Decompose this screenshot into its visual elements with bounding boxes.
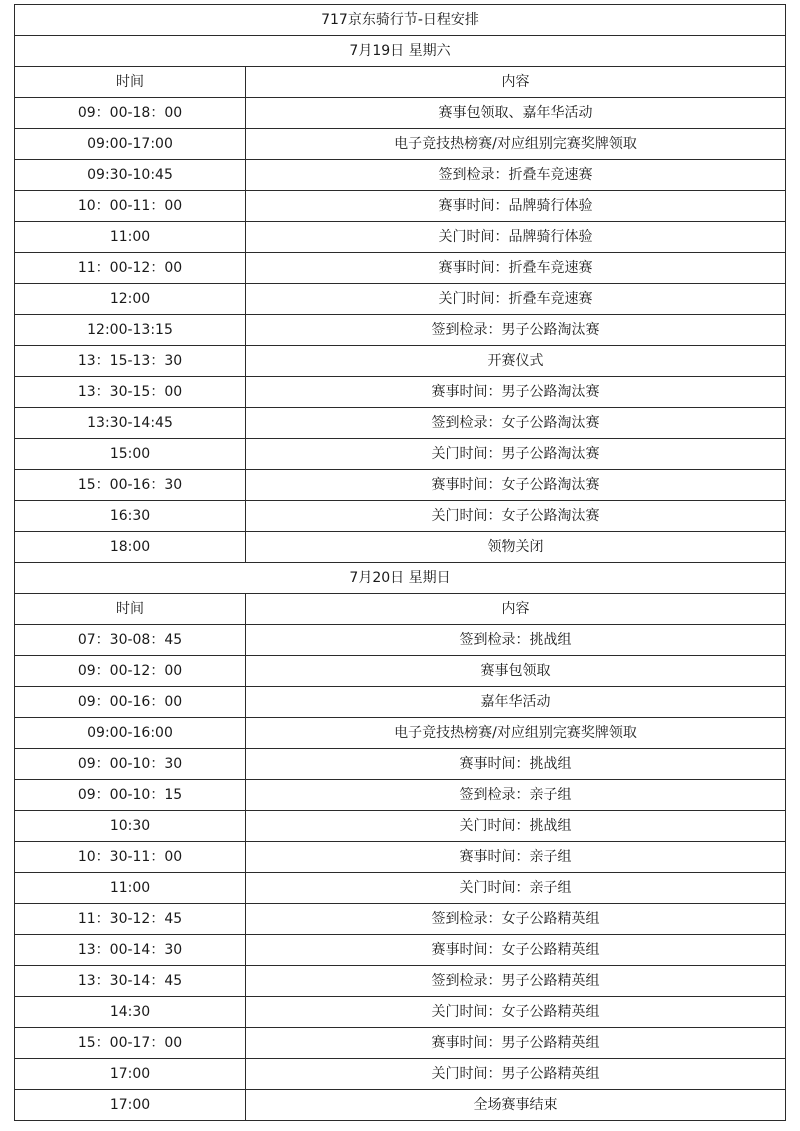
time-cell: 16:30 (15, 501, 246, 532)
day-heading-row (15, 563, 786, 594)
content-cell: 赛事时间：男子公路精英组 (246, 1028, 786, 1059)
time-cell: 17:00 (15, 1090, 246, 1121)
content-cell: 赛事时间：女子公路精英组 (246, 935, 786, 966)
table-row (15, 687, 786, 718)
day-heading: 7月19日 星期六 (15, 36, 786, 67)
column-header-time: 时间 (15, 67, 246, 98)
table-row (15, 1028, 786, 1059)
time-cell: 13：30-14：45 (15, 966, 246, 997)
time-cell: 13：00-14：30 (15, 935, 246, 966)
time-cell: 10：30-11：00 (15, 842, 246, 873)
time-cell: 13：15-13：30 (15, 346, 246, 377)
time-cell: 12:00-13:15 (15, 315, 246, 346)
time-cell: 13:30-14:45 (15, 408, 246, 439)
content-cell: 赛事时间：男子公路淘汰赛 (246, 377, 786, 408)
content-cell: 关门时间：女子公路淘汰赛 (246, 501, 786, 532)
content-cell: 关门时间：男子公路淘汰赛 (246, 439, 786, 470)
table-row (15, 191, 786, 222)
time-cell: 13：30-15：00 (15, 377, 246, 408)
time-cell: 09:00-16:00 (15, 718, 246, 749)
column-header-row (15, 594, 786, 625)
table-row (15, 470, 786, 501)
table-row (15, 253, 786, 284)
content-cell: 赛事时间：折叠车竞速赛 (246, 253, 786, 284)
table-row (15, 346, 786, 377)
content-cell: 签到检录：男子公路精英组 (246, 966, 786, 997)
content-cell: 电子竞技热榜赛/对应组别完赛奖牌领取 (246, 718, 786, 749)
table-row (15, 625, 786, 656)
table-row (15, 966, 786, 997)
content-cell: 关门时间：挑战组 (246, 811, 786, 842)
content-cell: 赛事时间：亲子组 (246, 842, 786, 873)
time-cell: 10:30 (15, 811, 246, 842)
table-row (15, 408, 786, 439)
column-header-content: 内容 (246, 67, 786, 98)
content-cell: 关门时间：亲子组 (246, 873, 786, 904)
time-cell: 10：00-11：00 (15, 191, 246, 222)
time-cell: 09：00-10：15 (15, 780, 246, 811)
table-row (15, 873, 786, 904)
time-cell: 09:00-17:00 (15, 129, 246, 160)
table-row (15, 377, 786, 408)
time-cell: 11：00-12：00 (15, 253, 246, 284)
table-row (15, 842, 786, 873)
schedule-title: 717京东骑行节-日程安排 (15, 5, 786, 36)
table-row (15, 997, 786, 1028)
table-row (15, 160, 786, 191)
content-cell: 签到检录：折叠车竞速赛 (246, 160, 786, 191)
table-row (15, 129, 786, 160)
content-cell: 关门时间：女子公路精英组 (246, 997, 786, 1028)
content-cell: 赛事时间：挑战组 (246, 749, 786, 780)
content-cell: 电子竞技热榜赛/对应组别完赛奖牌领取 (246, 129, 786, 160)
time-cell: 18:00 (15, 532, 246, 563)
content-cell: 赛事时间：品牌骑行体验 (246, 191, 786, 222)
content-cell: 赛事时间：女子公路淘汰赛 (246, 470, 786, 501)
content-cell: 嘉年华活动 (246, 687, 786, 718)
time-cell: 09：00-10：30 (15, 749, 246, 780)
time-cell: 09:30-10:45 (15, 160, 246, 191)
table-row (15, 1090, 786, 1121)
content-cell: 全场赛事结束 (246, 1090, 786, 1121)
table-row (15, 718, 786, 749)
table-row (15, 98, 786, 129)
table-row (15, 439, 786, 470)
table-row (15, 532, 786, 563)
time-cell: 11：30-12：45 (15, 904, 246, 935)
time-cell: 17:00 (15, 1059, 246, 1090)
table-row (15, 315, 786, 346)
schedule-table-body (15, 5, 786, 1121)
table-row (15, 501, 786, 532)
column-header-time: 时间 (15, 594, 246, 625)
time-cell: 09：00-16：00 (15, 687, 246, 718)
content-cell: 签到检录：女子公路精英组 (246, 904, 786, 935)
time-cell: 09：00-18：00 (15, 98, 246, 129)
content-cell: 关门时间：折叠车竞速赛 (246, 284, 786, 315)
day-heading-row (15, 36, 786, 67)
table-row (15, 656, 786, 687)
content-cell: 签到检录：男子公路淘汰赛 (246, 315, 786, 346)
time-cell: 15：00-16：30 (15, 470, 246, 501)
table-row (15, 904, 786, 935)
table-row (15, 284, 786, 315)
table-row (15, 811, 786, 842)
table-row (15, 1059, 786, 1090)
content-cell: 签到检录：挑战组 (246, 625, 786, 656)
content-cell: 赛事包领取、嘉年华活动 (246, 98, 786, 129)
time-cell: 09：00-12：00 (15, 656, 246, 687)
time-cell: 14:30 (15, 997, 246, 1028)
time-cell: 11:00 (15, 222, 246, 253)
table-row (15, 222, 786, 253)
content-cell: 关门时间：男子公路精英组 (246, 1059, 786, 1090)
content-cell: 签到检录：女子公路淘汰赛 (246, 408, 786, 439)
time-cell: 15：00-17：00 (15, 1028, 246, 1059)
content-cell: 开赛仪式 (246, 346, 786, 377)
table-row (15, 935, 786, 966)
time-cell: 07：30-08：45 (15, 625, 246, 656)
table-row (15, 749, 786, 780)
schedule-table (14, 4, 786, 1121)
table-row (15, 780, 786, 811)
time-cell: 15:00 (15, 439, 246, 470)
column-header-content: 内容 (246, 594, 786, 625)
time-cell: 12:00 (15, 284, 246, 315)
column-header-row (15, 67, 786, 98)
content-cell: 签到检录：亲子组 (246, 780, 786, 811)
day-heading: 7月20日 星期日 (15, 563, 786, 594)
title-row (15, 5, 786, 36)
content-cell: 赛事包领取 (246, 656, 786, 687)
content-cell: 关门时间：品牌骑行体验 (246, 222, 786, 253)
time-cell: 11:00 (15, 873, 246, 904)
content-cell: 领物关闭 (246, 532, 786, 563)
